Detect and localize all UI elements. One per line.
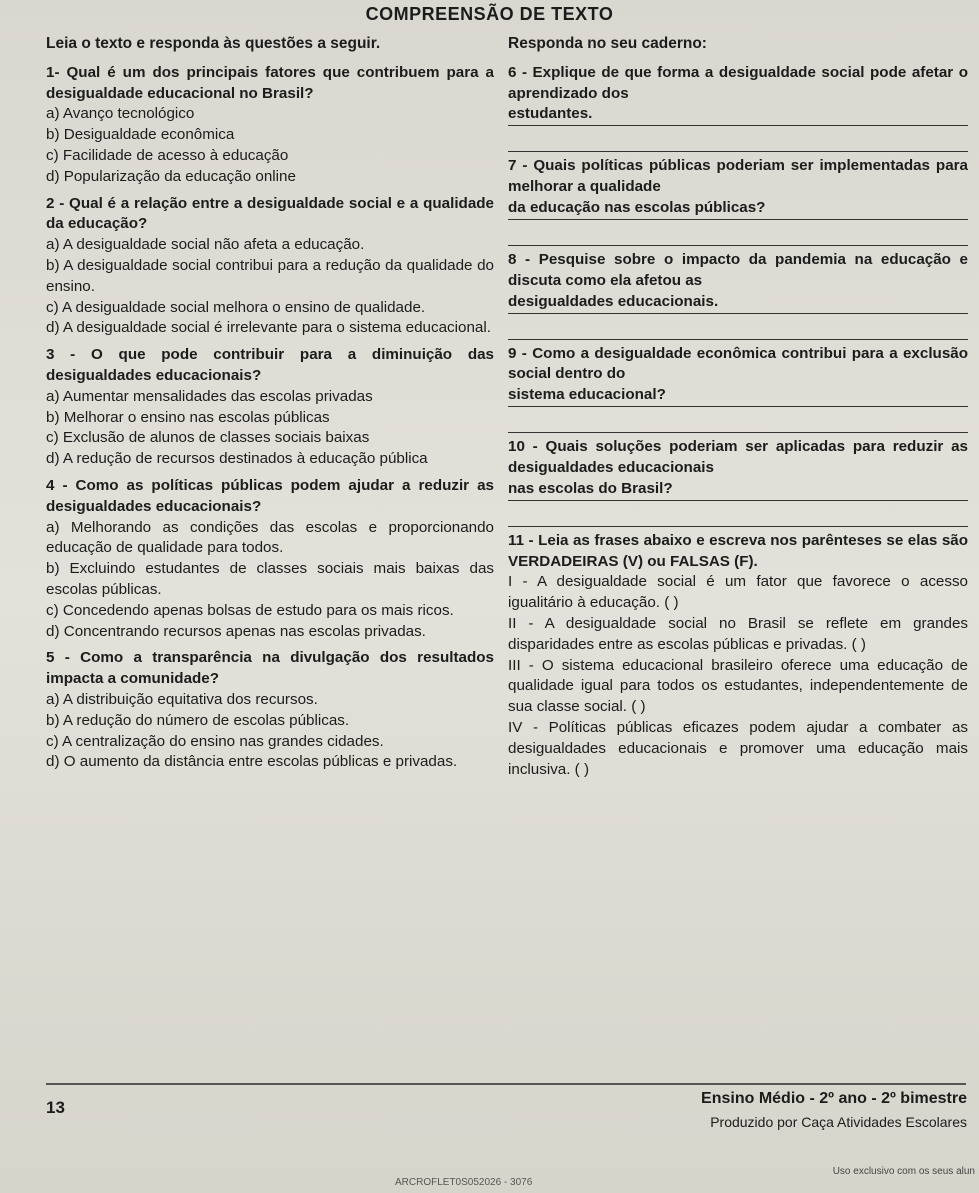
answer-option: c) Concedendo apenas bolsas de estudo para os mais ricos. [46,601,454,619]
question-text: 9 - Como a desigualdade econômica contribui para a exclusão social dentro do [508,344,968,383]
question-text-tail: estudantes. [508,104,968,126]
right-column [508,34,968,780]
question-text: 10 - Quais soluções poderiam ser aplicadas para reduzir as desigualdades educacionais [508,438,968,476]
question-text-tail: sistema educacional? [508,385,968,407]
question-text: 8 - Pesquise sobre o impacto da pandemia na educação e discuta como ela afetou as [508,250,968,289]
question-text: 7 - Quais políticas públicas poderiam ser implementadas para melhorar a qualidade [508,157,968,196]
answer-option: b) A redução do número de escolas públicas. [46,711,350,729]
footer-divider [46,1083,966,1085]
question-block [46,194,494,340]
grade-label: Ensino Médio - 2º ano - 2º bimestre [701,1090,967,1107]
answer-option: c) A centralização do ensino nas grandes cidades. [46,732,384,750]
statement-item: III - O sistema educacional brasileiro oferece uma educação de qualidade igual para todos os estudantes, independentemente de sua classe social. ( ) [508,656,968,716]
statement-item: IV - Políticas públicas eficazes podem ajudar a combater as desigualdades educacionais e promover uma educação mais inclusiva. ( ) [508,718,968,778]
answer-option: c) Facilidade de acesso à educação [46,146,289,164]
answer-option: d) A redução de recursos destinados à educação pública [46,450,428,468]
statement-item: II - A desigualdade social no Brasil se reflete em grandes disparidades entre as escolas públicas e privadas. ( ) [508,614,968,653]
question-text: 6 - Explique de que forma a desigualdade social pode afetar o aprendizado dos [508,63,968,102]
answer-option: a) A distribuição equitativa dos recursos. [46,690,318,708]
statement-item: I - A desigualdade social é um fator que favorece o acesso igualitário à educação. ( ) [508,573,968,612]
answer-line[interactable] [508,224,968,246]
usage-note: Uso exclusivo com os seus alun [832,1166,975,1177]
answer-option: b) Desigualdade econômica [46,126,235,144]
answer-option: b) Melhorar o ensino nas escolas públicas [46,408,330,426]
question-text: 11 - Leia as frases abaixo e escreva nos parênteses se elas são VERDADEIRAS (V) ou FALSAS (F). [508,531,968,570]
open-question [508,344,968,434]
question-text: 4 - Como as políticas públicas podem ajudar a reduzir as desigualdades educacionais? [46,476,494,515]
open-question [508,63,968,153]
answer-option: b) Excluindo estudantes de classes sociais mais baixas das escolas públicas. [46,560,494,598]
answer-option: d) Concentrando recursos apenas nas escolas privadas. [46,622,426,640]
question-block [46,648,494,773]
answer-option: a) Aumentar mensalidades das escolas privadas [46,387,373,405]
true-false-question [508,531,968,781]
answer-option: d) A desigualdade social é irrelevante para o sistema educacional. [46,319,491,337]
answer-option: a) Melhorando as condições das escolas e proporcionando educação de qualidade para todos. [46,518,494,557]
left-intro: Leia o texto e responda às questões a seguir. [46,35,381,52]
open-question [508,250,968,340]
answer-option: b) A desigualdade social contribui para a redução da qualidade do ensino. [46,256,494,295]
question-text-tail: desigualdades educacionais. [508,292,968,314]
question-text-tail: nas escolas do Brasil? [508,479,968,501]
question-block [46,63,494,188]
answer-line[interactable] [508,505,968,527]
footer [701,1090,967,1130]
question-block [46,345,494,470]
page-title: COMPREENSÃO DE TEXTO [365,4,614,24]
question-block [46,476,494,642]
question-text: 5 - Como a transparência na divulgação dos resultados impacta a comunidade? [46,649,494,688]
question-text: 2 - Qual é a relação entre a desigualdade social e a qualidade da educação? [46,194,494,233]
producer-credit: Produzido por Caça Atividades Escolares [710,1114,967,1130]
answer-option: a) A desigualdade social não afeta a educação. [46,236,365,254]
question-text: 3 - O que pode contribuir para a diminuição das desigualdades educacionais? [46,346,494,384]
answer-line[interactable] [508,411,968,433]
answer-option: a) Avanço tecnológico [46,105,195,123]
open-question [508,437,968,527]
left-column [46,34,494,773]
answer-line[interactable] [508,130,968,152]
answer-option: d) Popularização da educação online [46,167,296,185]
answer-line[interactable] [508,318,968,340]
right-intro: Responda no seu caderno: [508,35,707,52]
page-number: 13 [46,1098,65,1117]
question-text-tail: da educação nas escolas públicas? [508,198,968,220]
open-question [508,156,968,246]
answer-option: c) A desigualdade social melhora o ensino de qualidade. [46,298,426,316]
document-code: ARCROFLET0S052026 - 3076 [395,1177,533,1188]
answer-option: c) Exclusão de alunos de classes sociais baixas [46,429,370,447]
question-text: 1- Qual é um dos principais fatores que contribuem para a desigualdade educacional no Brasil? [46,63,494,102]
answer-option: d) O aumento da distância entre escolas públicas e privadas. [46,753,458,771]
